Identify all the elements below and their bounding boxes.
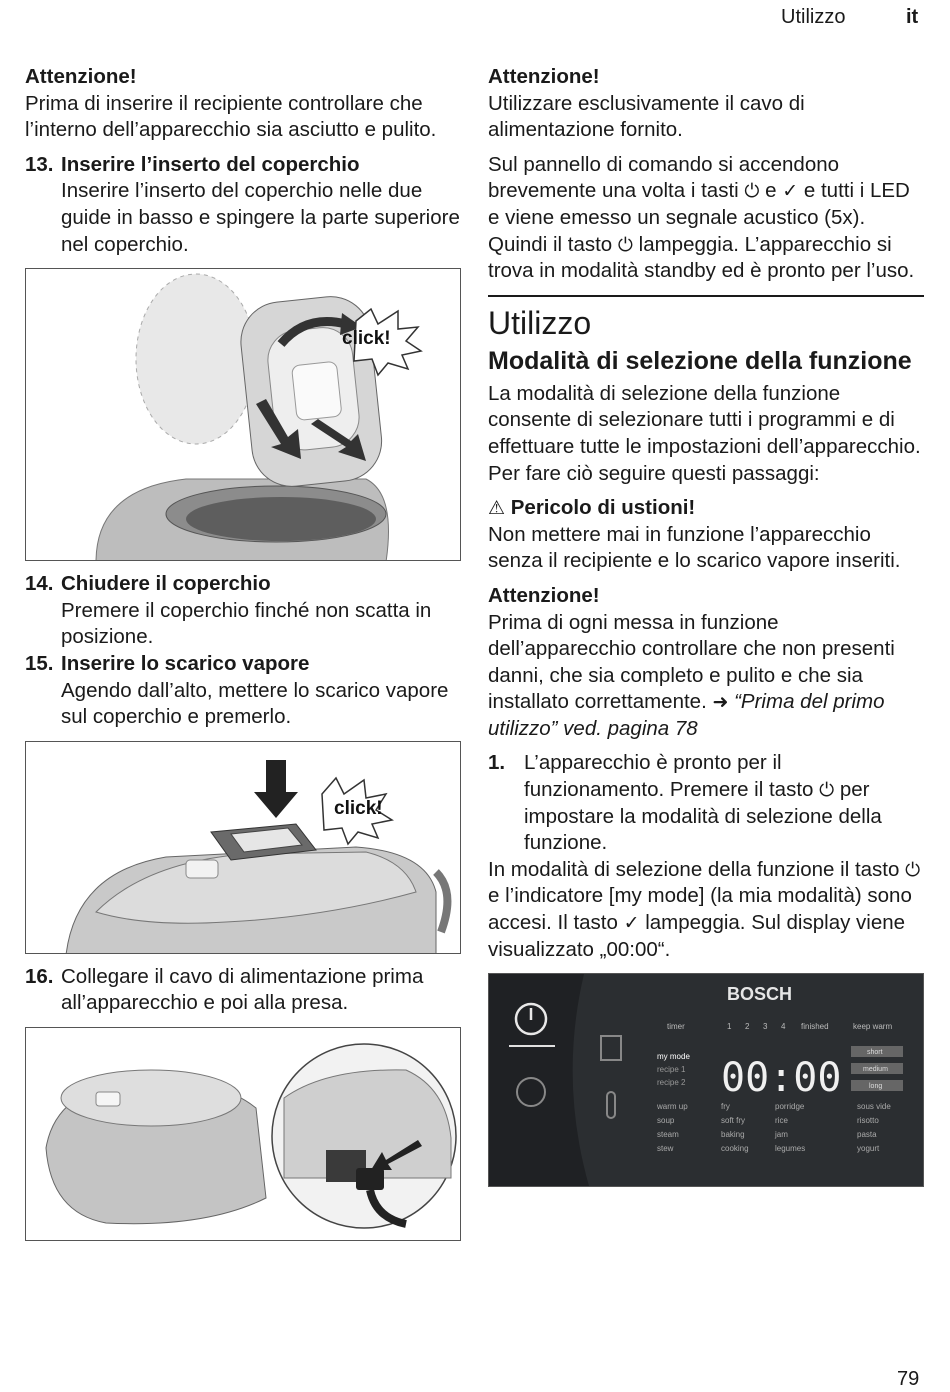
step-text: Premere il coperchio finché non scatta in posizione.: [61, 598, 432, 649]
step-text: Inserire l’inserto del coperchio nelle due guide in basso e spingere la parte superiore nel coperchio.: [61, 179, 460, 256]
check-icon: ✓: [623, 912, 640, 935]
step-text: Collegare il cavo di alimentazione prima all’apparecchio e poi alla presa.: [61, 964, 424, 1015]
step-number: 16.: [25, 964, 54, 988]
step-title: Chiudere il coperchio: [61, 572, 271, 596]
power-cord-illustration: [25, 1027, 461, 1241]
step-16: [25, 964, 461, 1017]
click-label: click!: [342, 328, 391, 350]
svg-text:3: 3: [763, 1022, 768, 1032]
section-divider: [488, 295, 924, 297]
attention-text: Prima di ogni messa in funzione dell’apparecchio controllare che non presenti danni, che sia completo e pulito e che sia installato correttamente. ➜ “Prima del primo utilizzo” ved. pagina 78: [488, 610, 895, 740]
power-icon: ⏻: [905, 858, 921, 881]
attention-title: Attenzione!: [488, 65, 600, 88]
danger-title: ⚠ Pericolo di ustioni!: [488, 496, 696, 520]
svg-text:jam: jam: [775, 1130, 788, 1140]
svg-text:sous vide: sous vide: [857, 1102, 891, 1112]
svg-text:recipe 2: recipe 2: [657, 1078, 686, 1088]
step-text: L’apparecchio è pronto per il funzionamento. Premere il tasto ⏻ per impostare la modalità di selezione della funzione.: [524, 751, 882, 855]
running-header-section: Utilizzo: [781, 6, 846, 28]
warning-icon: ⚠: [488, 497, 506, 520]
step-1: [488, 750, 924, 856]
svg-text:recipe 1: recipe 1: [657, 1065, 686, 1075]
section-heading: Utilizzo: [488, 304, 592, 341]
power-icon: ⏻: [819, 779, 835, 802]
attention-title: Attenzione!: [25, 65, 137, 88]
svg-text:baking: baking: [721, 1130, 745, 1140]
svg-text:keep warm: keep warm: [853, 1022, 893, 1032]
click-label: click!: [334, 797, 383, 819]
step-number: 15.: [25, 651, 54, 675]
svg-text:2: 2: [745, 1022, 750, 1032]
step-number: 14.: [25, 572, 54, 596]
svg-text:finished: finished: [801, 1022, 829, 1032]
svg-text:medium: medium: [863, 1066, 888, 1074]
step-text: Agendo dall’alto, mettere lo scarico vapore sul coperchio e premerlo.: [61, 678, 449, 729]
step-14: [25, 571, 461, 651]
svg-text:cooking: cooking: [721, 1144, 749, 1154]
svg-text:long: long: [869, 1083, 883, 1091]
step-15: [25, 651, 461, 731]
svg-text:yogurt: yogurt: [857, 1144, 880, 1154]
power-icon: ⏻: [744, 180, 760, 203]
svg-text:4: 4: [781, 1022, 786, 1032]
page-number: 79: [897, 1368, 920, 1390]
svg-text:fry: fry: [721, 1102, 730, 1112]
step-title: Inserire l’inserto del coperchio: [61, 152, 360, 176]
check-icon: ✓: [782, 180, 799, 203]
svg-text:pasta: pasta: [857, 1130, 877, 1140]
step-number: 13.: [25, 152, 54, 176]
svg-text:warm up: warm up: [657, 1102, 688, 1112]
svg-text:1: 1: [727, 1022, 732, 1032]
svg-text:legumes: legumes: [775, 1144, 806, 1154]
running-header-language: it: [906, 6, 919, 28]
attention-text: Utilizzare esclusivamente il cavo di alimentazione fornito.: [488, 91, 805, 142]
left-column: [25, 64, 461, 1241]
step-number: 1.: [488, 751, 506, 775]
brand-logo: BOSCH: [727, 984, 793, 1005]
arrow-right-icon: ➜: [712, 691, 729, 714]
mode-my-mode: my mode: [657, 1052, 690, 1062]
attention-text: Prima di inserire il recipiente controllare che l’interno dell’apparecchio sia asciutto e pulito.: [25, 91, 437, 142]
step-13: [25, 152, 461, 258]
steam-vent-illustration: [25, 741, 461, 954]
attention-title: Attenzione!: [488, 583, 600, 607]
cross-reference-link[interactable]: “Prima del primo utilizzo” ved. pagina 78: [488, 690, 885, 740]
svg-text:rice: rice: [775, 1116, 788, 1126]
right-column: [488, 64, 924, 1187]
power-icon: ⏻: [617, 233, 633, 256]
svg-text:porridge: porridge: [775, 1102, 805, 1112]
time-display: 00:00: [721, 1055, 842, 1102]
svg-text:risotto: risotto: [857, 1116, 879, 1126]
control-panel-photo: [488, 973, 924, 1187]
svg-text:stew: stew: [657, 1144, 674, 1154]
svg-text:short: short: [867, 1049, 883, 1057]
lid-insert-illustration: [25, 268, 461, 561]
standby-paragraph: Sul pannello di comando si accendono brevemente una volta i tasti ⏻ e ✓ e tutti i LED e viene emesso un segnale acustico (5x). Quindi il tasto ⏻ lampeggia. L’apparecchio si trova in modalità standby ed è pronto per l’uso.: [488, 152, 915, 283]
mode-paragraph: In modalità di selezione della funzione il tasto ⏻ e l’indicatore [my mode] (la mia modalità) sono accesi. Il tasto ✓ lampeggia. Sul display viene visualizzato „00:00“.: [488, 857, 921, 961]
step-title: Inserire lo scarico vapore: [61, 651, 310, 675]
subsection-heading: Modalità di selezione della funzione: [488, 346, 912, 375]
svg-text:timer: timer: [667, 1022, 685, 1032]
danger-text: Non mettere mai in funzione l’apparecchio senza il recipiente e lo scarico vapore inseriti.: [488, 522, 901, 573]
svg-text:soup: soup: [657, 1116, 675, 1126]
intro-paragraph: La modalità di selezione della funzione consente di selezionare tutti i programmi e di effettuare tutte le impostazioni dell’apparecchio. Per fare ciò seguire questi passaggi:: [488, 381, 921, 485]
svg-text:soft fry: soft fry: [721, 1116, 746, 1126]
svg-text:steam: steam: [657, 1130, 679, 1140]
